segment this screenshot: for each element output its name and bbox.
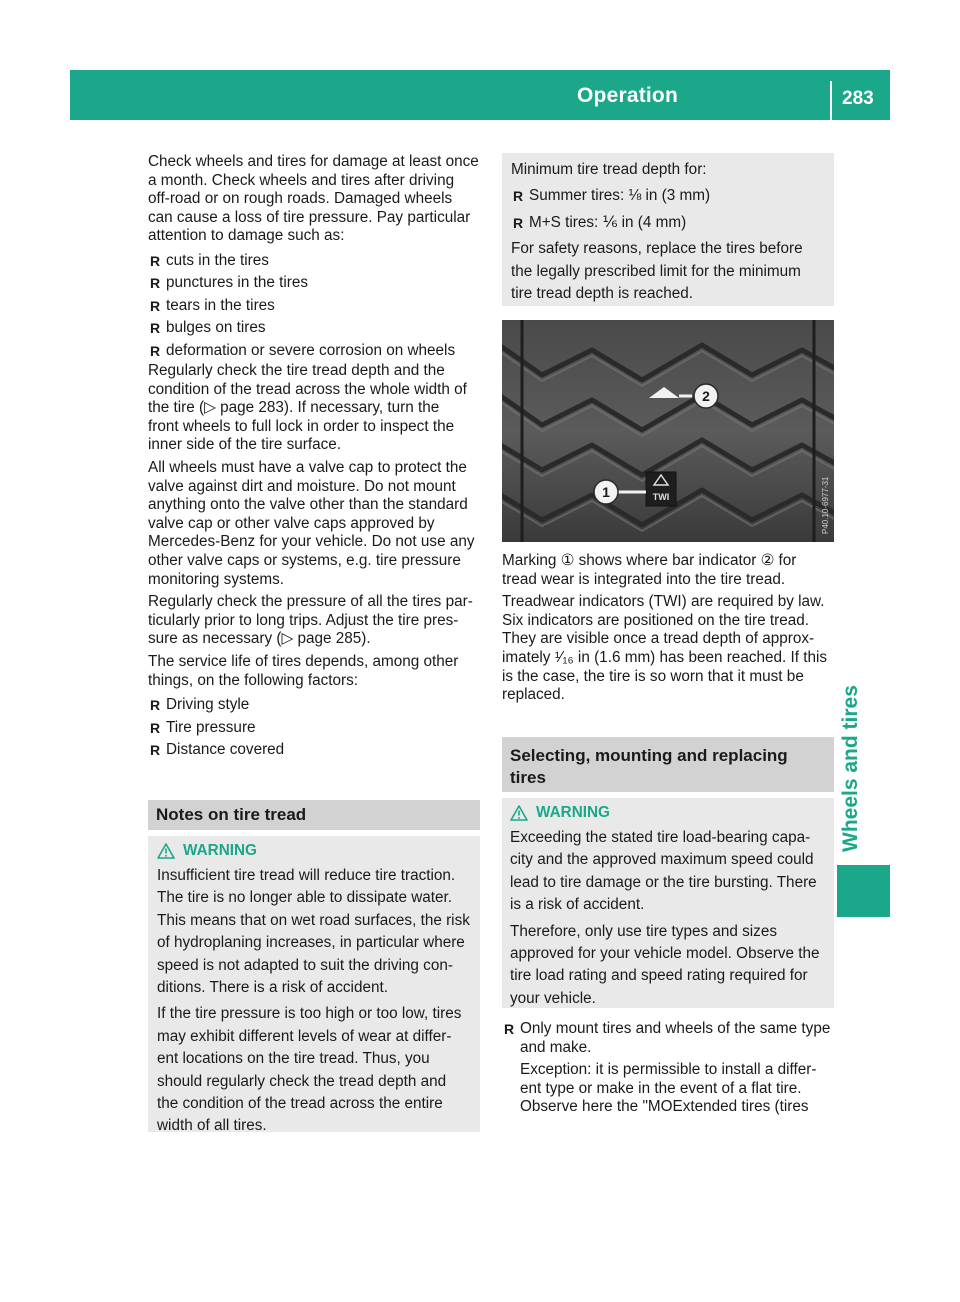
text-line: anything onto the valve other than the standard [148, 496, 468, 514]
warning-heading [157, 842, 471, 860]
text-line: and make. [520, 1038, 592, 1056]
text-line: other valve caps or systems, e.g. tire pressure [148, 551, 461, 569]
text-line: may exhibit different levels of wear at differ- [157, 1027, 452, 1045]
text-line: of hydroplaning increases, in particular where [157, 934, 465, 952]
warning-label: WARNING [536, 804, 610, 821]
text-line: width of all tires. [157, 1117, 267, 1135]
text-line: is the case, the tire is so worn that it must be [502, 667, 804, 685]
text-line: can cause a loss of tire pressure. Pay particular [148, 208, 471, 226]
warning-text-1 [157, 865, 471, 999]
selecting-heading [510, 745, 826, 789]
list-item: R Driving style [148, 694, 482, 716]
text-line: Exceeding the stated tire load-bearing capa- [510, 829, 811, 846]
bullet-icon: R [150, 297, 161, 314]
text-line: speed is not adapted to suit the driving con- [157, 956, 453, 974]
text-line: your vehicle. [510, 989, 596, 1007]
list-item: R Distance covered [148, 739, 482, 761]
text-line: Marking ① shows where bar indicator ② for [502, 552, 797, 569]
text-line: tire load rating and speed rating required for [510, 967, 808, 985]
mount-section [502, 1020, 834, 1117]
bullet-icon: R [150, 697, 161, 714]
text-line: sure as necessary (▷ page 285). [148, 630, 371, 648]
text-line: Regularly check the tire tread depth and the [148, 362, 445, 379]
text-line: valve against dirt and moisture. Do not mount [148, 477, 456, 495]
text-line: If the tire pressure is too high or too low, tires [157, 1005, 462, 1023]
text-line: a month. Check wheels and tires after driving [148, 171, 455, 189]
list-item: R M+S tires: ⅙ in (4 mm) [511, 212, 825, 234]
figure-code: P40.10-6977-31 [821, 476, 830, 534]
list-item: R cuts in the tires [148, 250, 482, 272]
text-line: monitoring systems. [148, 570, 285, 588]
text-line: The service life of tires depends, among other [148, 652, 459, 670]
text-line: things, on the following factors: [148, 671, 359, 689]
list-item: R Tire pressure [148, 717, 482, 739]
twi-marking-text: TWI [652, 492, 670, 502]
exception-paragraph [520, 1061, 834, 1117]
marking-paragraph [502, 552, 834, 589]
text-line: ticularly prior to long trips. Adjust the tire pres- [148, 611, 459, 629]
bullet-icon: R [150, 320, 161, 337]
notes-heading-bar [148, 800, 480, 830]
side-tab-marker [837, 865, 890, 917]
text-line: Mercedes-Benz for your vehicle. Do not use any [148, 533, 475, 551]
list-item: R Summer tires: ⅛ in (3 mm) [511, 185, 825, 207]
text-line: tire tread depth is reached. [511, 285, 693, 303]
text-line: Check wheels and tires for damage at least once [148, 153, 479, 170]
heading-line: Selecting, mounting and replacing [510, 746, 788, 765]
bullet-icon: R [150, 719, 161, 736]
bullet-icon: R [150, 275, 161, 292]
list-item [502, 1020, 834, 1117]
warning-triangle-icon [157, 843, 175, 859]
section-title-text: Operation [577, 84, 678, 107]
bullet-icon: R [150, 741, 161, 758]
warning-text-2 [157, 1003, 471, 1137]
text-line: They are visible once a tread depth of approx- [502, 630, 815, 648]
warning-box-right [502, 798, 834, 1008]
list-item: R tears in the tires [148, 295, 482, 317]
text-line: approved for your vehicle model. Observe the [510, 945, 820, 963]
header-divider [830, 81, 832, 120]
notes-heading: Notes on tire tread [156, 805, 307, 824]
text-line: the legally prescribed limit for the minimum [511, 262, 801, 280]
min-tread-list [511, 185, 825, 234]
warning-text-1 [510, 827, 826, 917]
callout-1-label: 1 [602, 484, 610, 500]
warning-label: WARNING [183, 842, 257, 859]
warning-heading [510, 804, 826, 822]
text-line: For safety reasons, replace the tires before [511, 240, 803, 258]
callout-2-label: 2 [702, 388, 710, 404]
factors-list [148, 694, 482, 761]
valve-paragraph [148, 459, 482, 589]
text-line: front wheels to full lock in order to inspect the [148, 417, 455, 435]
pressure-paragraph [148, 593, 482, 649]
intro-paragraph [148, 153, 482, 246]
text-line: Regularly check the pressure of all the tires par- [148, 593, 473, 611]
tire-tread-figure [502, 320, 834, 542]
text-line: the condition of the tread across the entire [157, 1095, 443, 1113]
text-line: imately ¹⁄₁₆ in (1.6 mm) has been reached. If this [502, 648, 828, 666]
damage-list [148, 250, 482, 362]
text-line: Observe here the "MOExtended tires (tires [520, 1098, 809, 1116]
min-tread-note [511, 238, 825, 305]
bullet-icon: R [504, 1021, 515, 1037]
header-band [70, 70, 890, 120]
text-line: off-road or on rough roads. Damaged wheels [148, 190, 453, 208]
life-paragraph [148, 653, 482, 690]
twi-paragraph [502, 593, 834, 705]
text-line: replaced. [502, 686, 565, 704]
text-line: ent type or make in the event of a flat tire. [520, 1079, 802, 1097]
list-item: R punctures in the tires [148, 272, 482, 294]
text-line: All wheels must have a valve cap to protect the [148, 458, 467, 476]
text-line: ditions. There is a risk of accident. [157, 979, 388, 997]
text-line: Insufficient tire tread will reduce tire traction. [157, 867, 456, 884]
list-item: R deformation or severe corrosion on wheels [148, 340, 482, 362]
text-line: condition of the tread across the whole width of [148, 380, 467, 398]
text-line: inner side of the tire surface. [148, 436, 342, 454]
text-line: Only mount tires and wheels of the same type [520, 1020, 831, 1037]
text-line: should regularly check the tread depth and [157, 1072, 447, 1090]
page-number: 283 [842, 88, 874, 109]
left-column [148, 153, 482, 761]
text-line: The tire is no longer able to dissipate water. [157, 889, 453, 907]
text-line: Treadwear indicators (TWI) are required by law. [502, 593, 825, 611]
text-line: lead to tire damage or the tire bursting. There [510, 873, 817, 891]
text-line: is a risk of accident. [510, 896, 645, 914]
text-line: the tire (▷ page 283). If necessary, turn the [148, 399, 440, 417]
text-line: Exception: it is permissible to install a differ- [520, 1061, 817, 1079]
text-line: city and the approved maximum speed could [510, 851, 814, 869]
tire-tread-illustration [502, 320, 834, 542]
min-tread-box [502, 153, 834, 306]
warning-box-left [148, 836, 480, 1135]
heading-line: tires [510, 768, 546, 787]
text-line: tread wear is integrated into the tire tread. [502, 570, 786, 588]
min-tread-heading: Minimum tire tread depth for: [511, 161, 707, 178]
side-tab-label-text: Wheels and tires [839, 685, 862, 852]
text-line: Six indicators are positioned on the tire tread. [502, 611, 809, 629]
text-line: Therefore, only use tire types and sizes [510, 922, 777, 940]
text-line: attention to damage such as: [148, 227, 345, 245]
bullet-icon: R [150, 342, 161, 359]
bullet-icon: R [513, 188, 524, 205]
warning-triangle-icon [510, 805, 528, 821]
right-body [502, 552, 834, 705]
check-paragraph [148, 362, 482, 455]
bullet-icon: R [150, 252, 161, 269]
text-line: ent locations on the tire tread. Thus, you [157, 1050, 430, 1068]
selecting-heading-bar [502, 737, 834, 792]
warning-text-2 [510, 921, 826, 1011]
text-line: This means that on wet road surfaces, the risk [157, 911, 470, 929]
list-item: R bulges on tires [148, 317, 482, 339]
bullet-icon: R [513, 214, 524, 231]
text-line: valve cap or other valve caps approved by [148, 514, 435, 532]
